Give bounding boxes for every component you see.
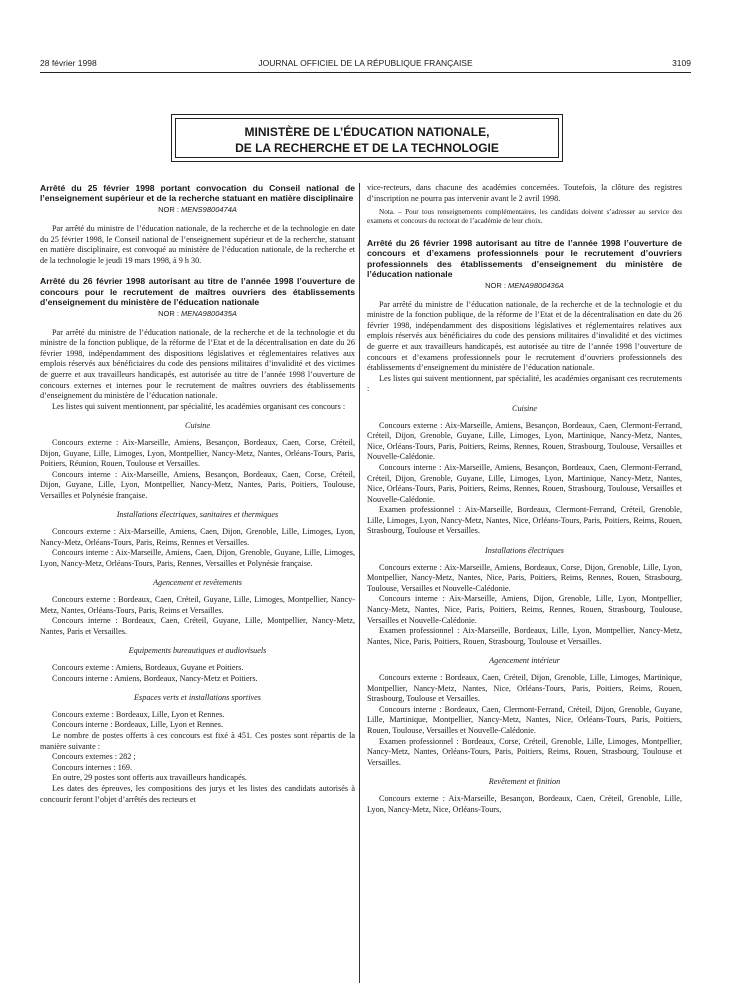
list-entry: Concours interne : Aix-Marseille, Amiens, Besançon, Bordeaux, Caen, Clermont-Ferrand, Créteil, Dijon, Grenoble, Guyane, Lille, Limoges, Lyon, Martinique, Nancy-Metz, Nantes, Nice, Orléans-Tours, Paris, Poitiers, Reims, Rennes, Rouen, Strasbourg, Toulouse, Versailles et Nouvelle-Calédonie. [367,462,682,504]
journal-title: JOURNAL OFFICIEL DE LA RÉPUBLIQUE FRANÇAISE [258,58,473,68]
paragraph: Le nombre de postes offerts à ces concours est fixé à 451. Ces postes sont répartis de la manière suivante : [40,730,355,751]
ministry-box [171,114,563,162]
ministry-line-2: DE LA RECHERCHE ET DE LA TECHNOLOGIE [235,141,499,155]
list-entry: Concours externe : Aix-Marseille, Besançon, Bordeaux, Caen, Créteil, Grenoble, Lille, Lyon, Nancy-Metz, Nice, Orléans-Tours, [367,793,682,814]
decree-title: Arrêté du 26 février 1998 autorisant au titre de l’année 1998 l’ouverture de concours pour le recrutement de maîtres ouvriers des établissements d’enseignement du ministère de l’éducation nationale [40,276,355,307]
nor-code: MENA9800435A [181,308,237,318]
page-header [40,58,691,72]
list-entry: Concours externe : Bordeaux, Caen, Créteil, Dijon, Grenoble, Lille, Limoges, Martinique, Montpellier, Nancy-Metz, Nantes, Nice, Orléans-Tours, Paris, Poitiers, Reims, Rouen, Strasbourg, Toulouse et Versailles. [367,673,682,704]
nor-reference [40,205,355,216]
list-entry: Concours externe : Aix-Marseille, Amiens, Bordeaux, Corse, Dijon, Grenoble, Lille, Lyon, Montpellier, Nancy-Metz, Nantes, Nice, Paris, Poitiers, Reims, Rennes, Rouen, Strasbourg, Toulouse, Versailles et Nouvelle-Calédonie. [367,562,682,593]
specialty-heading: Espaces verts et installations sportives [134,693,261,703]
nor-label: NOR : [158,308,182,318]
list-entry: Examen professionnel : Aix-Marseille, Bordeaux, Lille, Lyon, Montpellier, Nancy-Metz, Nantes, Nice, Paris, Poitiers, Rouen, Strasbourg, Toulouse et Versailles. [367,626,682,646]
list-entry: Concours externe : Aix-Marseille, Amiens, Besançon, Bordeaux, Caen, Clermont-Ferrand, Créteil, Dijon, Grenoble, Guyane, Lille, Limoges, Lyon, Martinique, Nancy-Metz, Nantes, Nice, Orléans-Tours, Paris, Poitiers, Reims, Rennes, Rouen, Strasbourg, Toulouse, Versailles et Nouvelle-Calédonie. [367,420,682,462]
page-number: 3109 [672,58,691,68]
list-entry: Concours internes : 169. [52,762,133,772]
column-separator [359,183,360,983]
list-entry: Examen professionnel : Bordeaux, Corse, Créteil, Grenoble, Lille, Limoges, Montpellier, Nancy-Metz, Nantes, Orléans-Tours, Paris, Poitiers, Reims, Rouen, Strasbourg, Toulouse et Versailles. [367,736,682,767]
header-rule [40,72,691,73]
specialty-heading: Cuisine [511,403,538,413]
list-entry: Concours interne : Bordeaux, Lille, Lyon et Rennes. [52,720,223,730]
list-entry: Concours externe : Amiens, Bordeaux, Guyane et Poitiers. [52,663,244,673]
list-entry: Concours externe : Aix-Marseille, Amiens, Besançon, Bordeaux, Caen, Corse, Créteil, Dijon, Guyane, Lille, Limoges, Lyon, Montpellier, Nancy-Metz, Nantes, Orléans-Tours, Paris, Poitiers, Réunion, Rouen, Toulouse et Versailles. [40,437,355,469]
paragraph: Les listes qui suivent mentionnent, par spécialité, les académies organisant ces concours : [52,401,346,411]
specialty-heading: Revêtement et finition [488,777,561,787]
decree-title: Arrêté du 25 février 1998 portant convocation du Conseil national de l’enseignement supérieur et de la recherche statuant en matière disciplinaire [40,183,355,204]
nor-reference [40,309,355,320]
specialty-heading: Equipements bureautiques et audiovisuels [128,646,267,656]
list-entry: Concours interne : Bordeaux, Caen, Créteil, Guyane, Lille, Montpellier, Nancy-Metz, Nantes, Paris et Versailles. [40,616,355,636]
nor-label: NOR : [485,281,509,290]
note: Nota. – Pour tous renseignements complémentaires, les candidats doivent s’adresser au service des examens et concours du rectorat de l’académie de leur choix. [367,208,682,226]
nor-code: MENS9800474A [181,205,237,215]
list-entry: Concours interne : Aix-Marseille, Amiens, Besançon, Bordeaux, Caen, Corse, Créteil, Dijon, Guyane, Lille, Lyon, Montpellier, Nancy-Metz, Nantes, Paris, Poitiers, Toulouse, Versailles et Polynésie française. [40,469,355,500]
paragraph: Les dates des épreuves, les compositions des jurys et les listes des candidats autorisés à concourir feront l’objet d’arrêtés des recteurs et [40,783,355,804]
list-entry: Concours interne : Bordeaux, Caen, Clermont-Ferrand, Créteil, Dijon, Grenoble, Guyane, Lille, Martinique, Montpellier, Nancy-Metz, Nantes, Nice, Orléans-Tours, Paris, Poitiers, Rouen, Toulouse, Versailles et Nouvelle-Calédonie. [367,704,682,735]
specialty-heading: Cuisine [184,421,211,431]
list-entry: Concours externes : 282 ; [52,752,136,762]
nor-code: MENA9800436A [508,281,564,290]
issue-date: 28 février 1998 [40,58,97,68]
left-column [40,183,355,805]
list-entry: Concours interne : Aix-Marseille, Amiens, Caen, Dijon, Grenoble, Guyane, Lille, Limoges, Lyon, Nancy-Metz, Orléans-Tours, Paris, Rennes, Versailles et Polynésie française. [40,548,355,568]
specialty-heading: Agencement et revêtements [153,578,242,588]
right-column [367,183,682,815]
paragraph: vice-recteurs, dans chacune des académies concernées. Toutefois, la clôture des registres d’inscription ne pourra pas intervenir avant le 2 avril 1998. [367,183,682,203]
decree-title: Arrêté du 26 février 1998 autorisant au titre de l’année 1998 l’ouverture de concours et d’examens professionnels pour le recrutement d’ouvriers professionnels des établissements d’enseignement du ministère de l’éducation nationale [367,238,682,279]
nor-label: NOR : [158,205,182,215]
list-entry: Concours externe : Aix-Marseille, Amiens, Caen, Dijon, Grenoble, Lille, Limoges, Lyon, Nancy-Metz, Orléans-Tours, Paris, Reims, Rennes et Versailles. [40,527,355,547]
paragraph: En outre, 29 postes sont offerts aux travailleurs handicapés. [52,773,247,783]
list-entry: Concours externe : Bordeaux, Lille, Lyon et Rennes. [52,709,225,719]
specialty-heading: Agencement intérieur [489,656,560,666]
list-entry: Concours externe : Bordeaux, Caen, Créteil, Guyane, Lille, Limoges, Montpellier, Nancy-Metz, Nantes, Orléans-Tours, Paris, Reims et Versailles. [40,595,355,615]
paragraph: Par arrêté du ministre de l’éducation nationale, de la recherche et de la technologie et du ministre de la fonction publique, de la réforme de l’Etat et de la décentralisation en date du 26 février 1998, indépendamment des dispositions législatives et réglementaires relatives aux emplois réservés aux bénéficiaires du code des pensions militaires d’invalidité et des victimes de guerre et aux travailleurs handicapés, est autorisée au titre de l’année 1998 l’ouverture de concours et d’examens professionnels pour le recrutement d’ouvriers professionnels des établissements d’enseignement du ministère de l’éducation nationale. [367,299,682,373]
ministry-line-1: MINISTÈRE DE L’ÉDUCATION NATIONALE, [244,125,490,139]
specialty-heading: Installations électriques [485,546,564,556]
ministry-title [175,118,559,158]
nor-reference [367,281,682,292]
list-entry: Examen professionnel : Aix-Marseille, Bordeaux, Clermont-Ferrand, Créteil, Grenoble, Lille, Limoges, Lyon, Nancy-Metz, Nantes, Nice, Orléans-Tours, Paris, Poitiers, Reims, Rouen, Strasbourg, Toulouse et Versailles. [367,505,682,536]
paragraph: Par arrêté du ministre de l’éducation nationale, de la recherche et de la technologie et du ministre de la fonction publique, de la réforme de l’Etat et de la décentralisation en date du 26 février 1998, indépendamment des dispositions législatives et réglementaires relatives aux emplois réservés aux bénéficiaires du code des pensions militaires d’invalidité et des victimes de guerre et aux travailleurs handicapés, est autorisée au titre de l’année 1998 l’ouverture de concours externes et internes pour le recrutement de maîtres ouvriers des établissements d’enseignement du ministère de l’éducation nationale. [40,327,355,401]
list-entry: Concours interne : Aix-Marseille, Amiens, Dijon, Grenoble, Lille, Lyon, Montpellier, Nancy-Metz, Nantes, Nice, Paris, Poitiers, Reims, Rennes, Rouen, Strasbourg, Toulouse, Versailles et Nouvelle-Calédonie. [367,594,682,625]
list-entry: Concours interne : Amiens, Bordeaux, Nancy-Metz et Poitiers. [52,673,258,683]
paragraph: Par arrêté du ministre de l’éducation nationale, de la recherche et de la technologie en date du 25 février 1998, le Conseil national de l’enseignement supérieur et de la recherche, statuant en matière disciplinaire, est convoqué au ministère de l’éducation nationale, de la recherche et de la technologie le jeudi 19 mars 1998, à 9 h 30. [40,224,355,265]
specialty-heading: Installations électriques, sanitaires et thermiques [116,510,279,520]
paragraph: Les listes qui suivent mentionnent, par spécialité, les académies organisant ces recrutements : [367,373,682,394]
